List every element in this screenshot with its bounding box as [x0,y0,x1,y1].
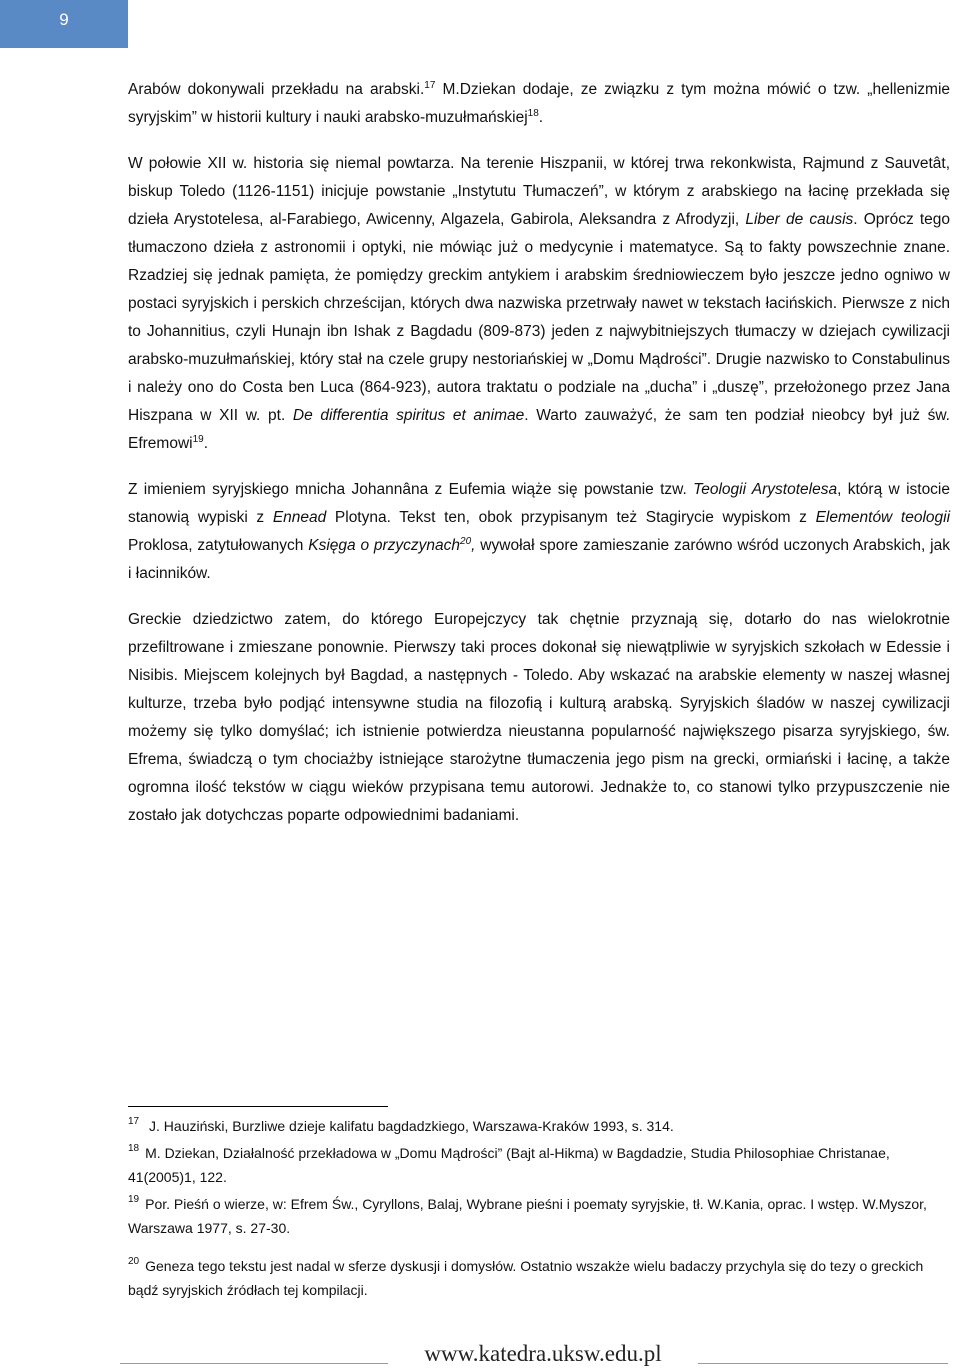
paragraph-1-text-c: . [538,109,544,126]
footnote-text: Por. Pieśń o wierze, w: Efrem Św., Cyryllons, Balaj, Wybrane pieśni i poematy syryjskie, tł. W.Kania, oprac. I wstęp. W.Myszor, Warszawa 1977, s. 27-30. [128,1196,927,1236]
footnote-ref-18[interactable]: 18 [527,108,539,119]
footer-rule-right [698,1363,948,1364]
footnote-20 [128,1254,940,1302]
footnotes [128,1114,940,1305]
paragraph-2-text-d: . [203,435,209,452]
paragraph-1 [128,76,950,132]
footnote-number: 18 [128,1143,140,1154]
paragraph-3-text-b: , którą w istocie stanowią wypiski z [128,481,950,526]
title-elementow: Elementów teologii [815,509,951,526]
page-number-badge [0,0,128,48]
title-liber-de-causis: Liber de causis [745,211,854,228]
footnote-separator [128,1106,388,1107]
paragraph-1-text-b: M.Dziekan dodaje, ze związku z tym można mówić o tzw. „hellenizmie syryjskim” w historii kultury i nauki arabsko-muzułmańskiej [128,81,951,126]
paragraph-1-text-a: Arabów dokonywali przekładu na arabski. [128,81,425,98]
title-ksiega: Księga o przyczynach [308,537,461,554]
paragraph-3-text-c: Plotyna. Tekst ten, obok przypisanym też Stagirycie wypiskom z [326,509,816,526]
paragraph-3-text-d: Proklosa, zatytułowanych [128,537,309,554]
paragraph-3-text-e: wywołał spore zamieszanie zarówno wśród uczonych Arabskich, jak i łacinników. [128,537,950,582]
page-number: 9 [59,10,69,29]
footer-rule-left [120,1363,388,1364]
footnote-18 [128,1141,940,1189]
footnote-number: 20 [128,1256,140,1267]
paragraph-3 [128,476,950,588]
footnote-text: Geneza tego tekstu jest nadal w sferze dyskusji i domysłów. Ostatnio wszakże wielu badaczy przychyla się do tezy o greckich bądź syryjskich źródłach tej kompilacji. [128,1258,924,1298]
footnote-ref-17[interactable]: 17 [424,80,436,91]
paragraph-2-text-b: . Oprócz tego tłumaczono dzieła z astronomii i optyki, nie mówiąc już o medycynie i matematyce. Są to fakty powszechnie znane. Rzadziej się jednak pamięta, że pomiędzy greckim antykiem i arabskim średniowieczem było jeszcze jedno ogniwo w postaci syryjskich i perskich chrześcijan, których dwa nazwiska przetrwały nawet w tekstach łacińskich. Pierwsze z nich to Johannitius, czyli Hunajn ibn Ishak z Bagdadu (809-873) jeden z najwybitniejszych tłumaczy w dziejach cywilizacji arabsko-muzułmańskiej, który stał na czele grupy nestoriańskiej w „Domu Mądrości”. Drugie nazwisko to Constabulinus i należy ono do Costa ben Luca (864-923), autora traktatu o podziale na „ducha” i „duszę”, przełożonego przez Jana Hiszpana w XII w. pt. [128,211,950,424]
footnote-number: 17 [128,1116,140,1127]
paragraph-2 [128,150,950,458]
paragraph-4-text: Greckie dziedzictwo zatem, do którego Europejczycy tak chętnie przyznają się, dotarło do nas wielokrotnie przefiltrowane i zmieszane ponownie. Pierwszy taki proces dokonał się niewątpliwie w syryjskich szkołach w Edessie i Nisibis. Miejscem kolejnych był Bagdad, a następnych - Toledo. Aby wskazać na arabskie elementy w naszej własnej kulturze, trzeba było podjąć intensywne studia na filozofią i kulturą arabską. Syryjskich śladów w naszej cywilizacji możemy się tylko domyślać; ich istnienie potwierdza nieustanna popularność największego pisarza syryjskiego, św. Efrema, świadczą o tym chociażby istniejące starożytne tłumaczenia jego pism na grecki, ormiański i łacinę, a także ogromna ilość tekstów w ciągu wieków przypisana temu autorowi. Jednakże to, co stanowi tylko przypuszczenie nie zostało jak dotychczas poparte odpowiednimi badaniami. [128,611,950,824]
title-de-differentia: De differentia spiritus et animae [292,407,525,424]
main-text [128,76,950,848]
footnote-text: M. Dziekan, Działalność przekładowa w „Domu Mądrości” (Bajt al-Hikma) w Bagdadzie, Studia Philosophiae Christanae, 41(2005)1, 122. [128,1145,890,1185]
footnote-19 [128,1192,940,1240]
footnote-text: J. Hauziński, Burzliwe dzieje kalifatu bagdadzkiego, Warszawa-Kraków 1993, s. 314. [145,1118,674,1134]
footer-url[interactable]: www.katedra.uksw.edu.pl [398,1341,688,1367]
footnote-number: 19 [128,1194,140,1205]
paragraph-2-text-c: . Warto zauważyć, że sam ten podział nieobcy był już św. Efremowi [128,407,950,452]
footnote-ref-19[interactable]: 19 [192,434,204,445]
paragraph-3-text-a: Z imieniem syryjskiego mnicha Johannâna z Eufemia wiąże się powstanie tzw. [128,481,694,498]
paragraph-3-comma: , [471,537,476,554]
title-ennead: Ennead [272,509,327,526]
footnote-17 [128,1114,940,1138]
title-teologii: Teologii Arystotelesa [693,481,838,498]
paragraph-4 [128,606,950,830]
footnote-ref-20[interactable]: 20 [460,536,472,547]
paragraph-2-text-a: W połowie XII w. historia się niemal powtarza. Na terenie Hiszpanii, w której trwa rekonkwista, Rajmund z Sauvetât, biskup Toledo (1126-1151) inicjuje powstanie „Instytutu Tłumaczeń”, w którym z arabskiego na łacinę przekłada się dzieła Arystotelesa, al-Farabiego, Awicenny, Algazela, Gabirola, Aleksandra z Afrodyzji, [128,155,950,228]
